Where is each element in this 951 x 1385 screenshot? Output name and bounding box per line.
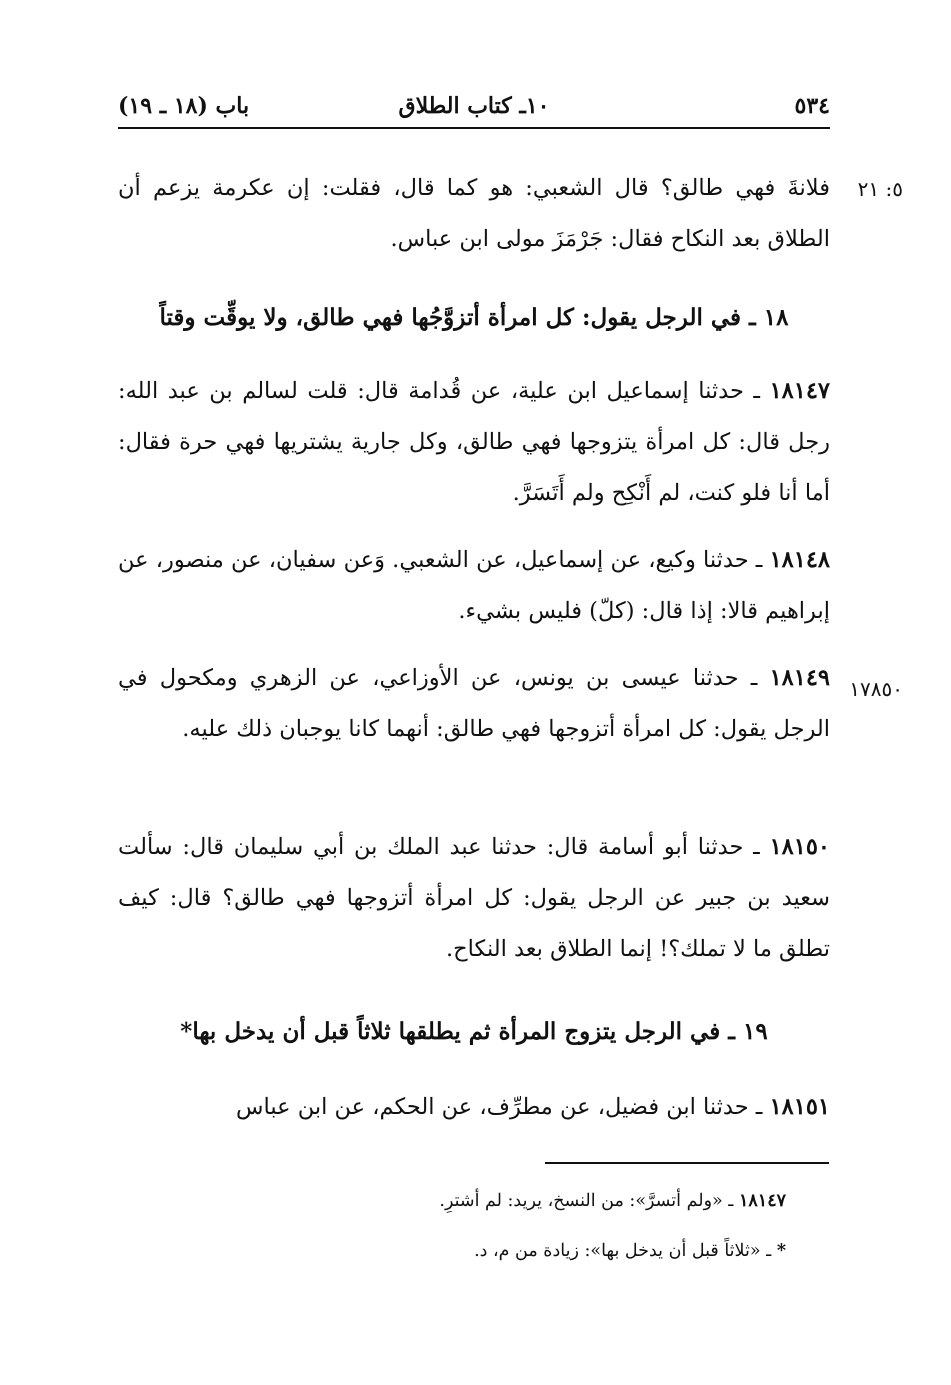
margin-reference: ٥: ٢١ xyxy=(857,177,903,201)
footnote-marker: * xyxy=(776,1241,786,1261)
hadith-text: ـ حدثنا إسماعيل ابن علية، عن قُدامة قال: قلت لسالم بن عبد الله: رجل قال: كل امرأة يتزوجها فهي طالق، وكل جارية يشتريها فهي حرة فقال: أما أنا فلو كنت، لم أَنْكِح ولم أَتَسَرَّ. xyxy=(118,378,830,506)
running-header xyxy=(118,88,830,124)
hadith-text: ـ حدثنا أبو أسامة قال: حدثنا عبد الملك بن أبي سليمان قال: سألت سعيد بن جبير عن الرجل يقول: كل امرأة أتزوجها فهي طالق؟ قال: كيف تطلق ما لا تملك؟! إنما الطلاق بعد النكاح. xyxy=(118,834,830,962)
hadith-number: ١٨١٤٨ xyxy=(769,547,831,573)
paragraph-text: فلانةَ فهي طالق؟ قال الشعبي: هو كما قال، فقلت: إن عكرمة يزعم أن الطلاق بعد النكاح فقال: جَرْمَزَ مولى ابن عباس. xyxy=(118,175,830,252)
footnote-text: ـ «ثلاثاً قبل أن يدخل بها»: زيادة من م، د. xyxy=(474,1241,772,1261)
hadith-text: ـ حدثنا ابن فضيل، عن مطرِّف، عن الحكم، عن ابن عباس xyxy=(236,1094,763,1120)
footnote-text: ـ «ولم أتسرَّ»: من النسخ، يريد: لم أشترِ. xyxy=(439,1191,734,1211)
hadith-text: ـ حدثنا وكيع، عن إسماعيل، عن الشعبي. وَعن سفيان، عن منصور، عن إبراهيم قالا: إذا قال: (كلّ) فليس بشيء. xyxy=(118,547,830,624)
page-number: ٥٣٤ xyxy=(794,93,830,119)
header-rule xyxy=(118,127,830,129)
hadith-number: ١٨١٥١ xyxy=(769,1094,830,1120)
section-heading-19: ١٩ ـ في الرجل يتزوج المرأة ثم يطلقها ثلاثاً قبل أن يدخل بها* xyxy=(180,1018,768,1045)
hadith-18147 xyxy=(118,366,830,519)
hadith-18149 xyxy=(118,653,830,755)
hadith-18150 xyxy=(118,822,830,975)
paragraph-continuation xyxy=(118,163,830,265)
book-title: ١٠ـ كتاب الطلاق xyxy=(398,93,550,119)
footnote xyxy=(118,1186,786,1216)
footnote xyxy=(118,1236,786,1266)
footnote-separator xyxy=(545,1162,829,1164)
chapter-range: باب (١٨ ـ ١٩) xyxy=(118,93,250,119)
hadith-18148 xyxy=(118,535,830,637)
hadith-text: ـ حدثنا عيسى بن يونس، عن الأوزاعي، عن الزهري ومكحول في الرجل يقول: كل امرأة أتزوجها فهي طالق: أنهما كانا يوجبان ذلك عليه. xyxy=(118,665,830,742)
margin-reference: ١٧٨٥٠ xyxy=(849,677,903,701)
hadith-18151 xyxy=(118,1082,830,1133)
footnote-number: ١٨١٤٧ xyxy=(739,1191,786,1211)
hadith-number: ١٨١٥٠ xyxy=(769,834,830,860)
section-heading-18: ١٨ ـ في الرجل يقول: كل امرأة أتزوَّجُها فهي طالق، ولا يوقِّت وقتاً xyxy=(159,304,789,331)
hadith-number: ١٨١٤٩ xyxy=(769,665,831,691)
hadith-number: ١٨١٤٧ xyxy=(769,378,830,404)
